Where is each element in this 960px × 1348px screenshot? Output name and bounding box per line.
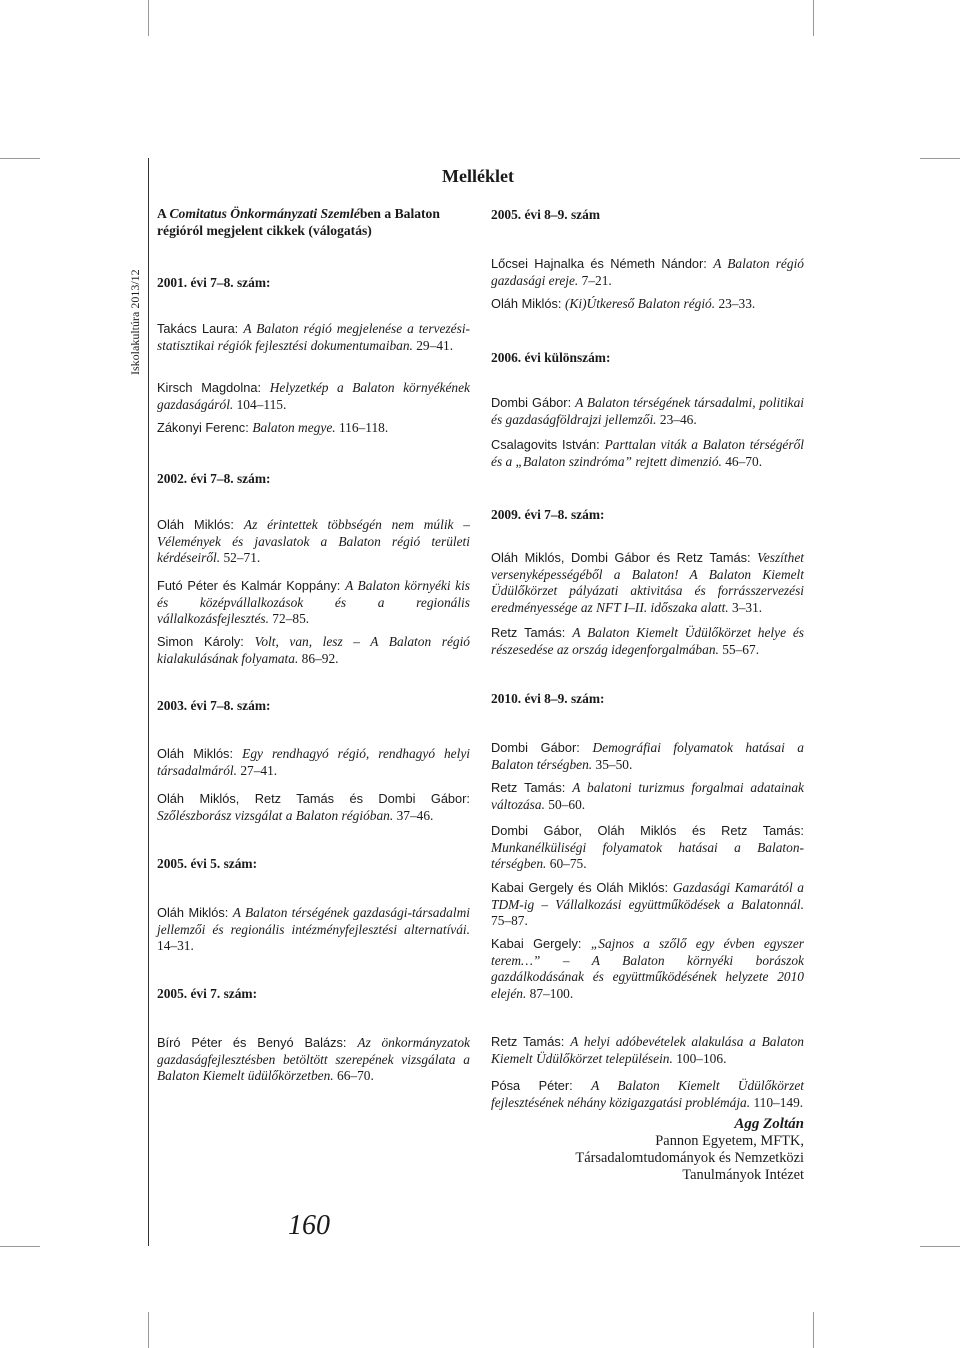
bibliography-entry (157, 380, 470, 413)
entry-pages: 23–46. (656, 411, 697, 427)
entry-title: Volt, van, lesz – A Balaton régió kialakulásának folyamata. (157, 634, 470, 666)
entry-title: „Sajnos a szőlő egy évben egyszer terem…” – A Balaton környéki borászok gazdálkodásának és együttműködésének helyzete 2010 elején. (491, 936, 804, 1001)
entry-title: Gazdasági Kamarától a TDM-ig – Vállalkozási együttműködések a Balatonnál. (491, 880, 804, 912)
intro-journal: Comitatus Önkormányzati Szemlé (169, 206, 360, 221)
entry-pages: 110–149. (750, 1094, 804, 1110)
bibliography-entry (157, 420, 470, 437)
bibliography-entry (157, 634, 470, 667)
entry-author: Retz Tamás: (491, 625, 573, 640)
entry-title: A Balaton térségének gazdasági-társadalmi jellemzői és regionális intézményfejlesztési alternatívái. (157, 905, 470, 937)
bibliography-entry (491, 936, 804, 1002)
entry-author: Dombi Gábor, Oláh Miklós és Retz Tamás: (491, 823, 804, 838)
entry-title: Az érintettek többségén nem múlik – Vélemények és javaslatok a Balaton régió területi kérdéseiről. (157, 517, 470, 565)
entry-author: Kirsch Magdolna: (157, 380, 270, 395)
entry-title: Munkanélküliségi folyamatok hatásai a Balaton-térségben. (491, 839, 804, 871)
entry-title: Az önkormányzatok gazdaságfejlesztésben betöltött szerepének vizsgálata a Balaton Kiemelt üdülőkörzetben. (157, 1035, 470, 1083)
section-heading: 2005. évi 7. szám: (157, 986, 258, 1001)
signature-affiliation-3: Tanulmányok Intézet (682, 1167, 804, 1183)
section-heading: 2002. évi 7–8. szám: (157, 471, 271, 486)
section-heading: 2003. évi 7–8. szám: (157, 698, 271, 713)
entry-author: Dombi Gábor: (491, 740, 593, 755)
entry-title: A Balaton térségének társadalmi, politikai és gazdaságföldrajzi jellemzői. (491, 395, 804, 427)
entry-pages: 14–31. (157, 938, 194, 953)
entry-pages: 86–92. (298, 650, 339, 666)
crop-mark (0, 158, 40, 159)
section-heading: 2005. évi 5. szám: (157, 856, 258, 871)
entry-title: A Balaton régió gazdasági ereje. (491, 256, 804, 288)
entry-pages: 27–41. (236, 762, 278, 778)
entry-pages: 3–31. (728, 599, 763, 615)
entry-title: (Ki)Útkereső Balaton régió. (564, 296, 716, 311)
entry-pages: 66–70. (333, 1068, 374, 1083)
entry-pages: 100–106. (672, 1050, 727, 1066)
signature-affiliation-2: Társadalomtudományok és Nemzetközi (575, 1150, 804, 1166)
bibliography-entry (491, 437, 804, 470)
signature-affiliation-1: Pannon Egyetem, MFTK, (655, 1133, 804, 1149)
bibliography-entry (157, 1035, 470, 1085)
entry-pages: 50–60. (544, 796, 586, 812)
bibliography-entry (491, 395, 804, 428)
entry-title: Demográfiai folyamatok hatásai a Balaton térségben. (491, 740, 804, 772)
entry-author: Dombi Gábor: (491, 395, 576, 410)
entry-title: Veszíthet versenyképességéből a Balaton! A Balaton Kiemelt Üdülőkörzet pályázati aktivitása és forrásszervezési eredményessége az NFT I–II. időszaka alatt. (491, 550, 804, 615)
bibliography-entry (157, 321, 470, 354)
running-head (127, 175, 143, 375)
entry-author: Oláh Miklós: (491, 296, 565, 311)
bibliography-entry (157, 791, 470, 824)
entry-title: Balaton megye. (252, 420, 336, 435)
entry-title: A Balaton régió megjelenése a tervezési-statisztikai régiók fejlesztési dokumentumaiban. (157, 321, 470, 353)
bibliography-entry (491, 1078, 804, 1111)
entry-pages: 29–41. (412, 337, 454, 353)
crop-mark (148, 1312, 149, 1348)
entry-pages: 55–67. (718, 641, 760, 657)
margin-rule (148, 158, 149, 1246)
section-heading: 2001. évi 7–8. szám: (157, 275, 271, 290)
section-heading: 2009. évi 7–8. szám: (491, 507, 605, 522)
bibliography-entry (491, 625, 804, 658)
bibliography-entry (157, 578, 470, 628)
entry-title: Szőlészborász vizsgálat a Balaton régióban. (157, 807, 394, 823)
page-number: 160 (288, 1210, 330, 1241)
entry-title: A helyi adóbevételek alakulása a Balaton Kiemelt Üdülőkörzet településein. (491, 1034, 804, 1066)
entry-author: Oláh Miklós, Dombi Gábor és Retz Tamás: (491, 550, 758, 565)
section-heading: 2006. évi különszám: (491, 350, 611, 365)
entry-pages: 60–75. (546, 856, 587, 871)
entry-author: Oláh Miklós, Retz Tamás és Dombi Gábor: (157, 791, 470, 806)
entry-pages: 104–115. (233, 396, 287, 412)
entry-author: Pósa Péter: (491, 1078, 592, 1093)
signature (575, 1116, 804, 1184)
crop-mark (920, 1246, 960, 1247)
bibliography-entry (157, 746, 470, 779)
signature-name: Agg Zoltán (734, 1116, 804, 1132)
intro-prefix: A (157, 206, 170, 221)
entry-author: Takács Laura: (157, 321, 244, 336)
entry-author: Oláh Miklós: (157, 517, 244, 532)
bibliography-entry (491, 256, 804, 289)
entry-title: A Balaton Kiemelt Üdülőkörzet helye és részesedése az ország idegenforgalmában. (491, 625, 804, 657)
entry-author: Futó Péter és Kalmár Koppány: (157, 578, 346, 593)
entry-author: Bíró Péter és Benyó Balázs: (157, 1035, 358, 1050)
entry-pages: 35–50. (592, 756, 633, 772)
entry-author: Simon Károly: (157, 634, 255, 649)
entry-pages: 116–118. (335, 420, 389, 435)
entry-pages: 7–21. (578, 272, 612, 288)
intro-suffix: ben a Balaton régióról megjelent cikkek (válogatás) (157, 206, 440, 238)
entry-pages: 23–33. (715, 296, 756, 311)
entry-author: Retz Tamás: (491, 1034, 571, 1049)
page-title: Melléklet (442, 166, 514, 186)
bibliography-entry (157, 905, 470, 955)
entry-title: A Balaton környéki kis és középvállalkozások és a regionális vállalkozásfejlesztés. (157, 578, 470, 626)
intro (157, 205, 470, 239)
bibliography-entry (491, 1034, 804, 1067)
bibliography-entry (491, 740, 804, 773)
bibliography-entry (491, 880, 804, 930)
entry-title: Helyzetkép a Balaton környékének gazdaságáról. (157, 380, 470, 412)
crop-mark (920, 158, 960, 159)
entry-pages: 37–46. (393, 807, 434, 823)
entry-author: Kabai Gergely: (491, 936, 591, 951)
entry-author: Zákonyi Ferenc: (157, 420, 253, 435)
entry-author: Retz Tamás: (491, 780, 573, 795)
entry-pages: 87–100. (526, 985, 574, 1001)
bibliography-entry (491, 823, 804, 873)
entry-pages: 52–71. (220, 550, 261, 565)
entry-pages: 46–70. (721, 453, 763, 469)
entry-pages: 72–85. (268, 611, 310, 626)
intro-text (157, 205, 470, 239)
entry-author: Csalagovits István: (491, 437, 605, 452)
crop-mark (813, 0, 814, 36)
bibliography-entry (157, 517, 470, 567)
bibliography-entry (491, 296, 804, 313)
crop-mark (148, 0, 149, 36)
entry-author: Oláh Miklós: (157, 905, 233, 920)
section-heading: 2010. évi 8–9. szám: (491, 691, 605, 706)
entry-title: Parttalan viták a Balaton térségéről és a „Balaton szindróma” rejtett dimenzió. (491, 437, 804, 469)
entry-author: Oláh Miklós: (157, 746, 243, 761)
running-head-text: Iskolakultúra 2013/12 (128, 269, 142, 375)
entry-pages: 75–87. (491, 913, 528, 928)
entry-title: A Balaton Kiemelt Üdülőkörzet fejlesztésének néhány közigazgatási problémája. (491, 1078, 805, 1110)
bibliography-entry (491, 550, 804, 616)
bibliography-entry (491, 780, 804, 813)
entry-title: A balatoni turizmus forgalmai adatainak változása. (491, 780, 804, 812)
crop-mark (813, 1312, 814, 1348)
entry-title: Egy rendhagyó régió, rendhagyó helyi társadalmáról. (157, 746, 470, 778)
section-heading: 2005. évi 8–9. szám (491, 207, 600, 222)
crop-mark (0, 1246, 40, 1247)
entry-author: Lőcsei Hajnalka és Németh Nándor: (491, 256, 714, 271)
entry-author: Kabai Gergely és Oláh Miklós: (491, 880, 673, 895)
